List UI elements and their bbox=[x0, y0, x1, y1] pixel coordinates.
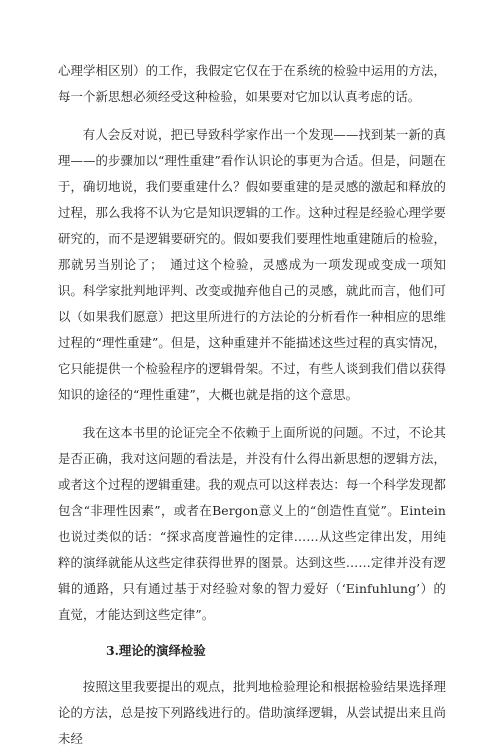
section-heading: 3.理论的演绎检验 bbox=[106, 643, 206, 658]
paragraph-3: 我在这本书里的论证完全不依赖于上面所说的问题。不过，不论其是否正确，我对这问题的看法是，并没有什么得出新思想的逻辑方法，或者这个过程的逻辑重建。我的观点可以这样表达：每一个科学发现都包含“非理性因素”，或者在Bergon意义上的“创造性直觉”。Eintein也说过类似的话：“探求高度普遍性的定律……从这些定律出发，用纯粹的演绎就能从这些定律获得世界的图景。达到这些……定律并没有逻辑的通路，只有通过基于对经验对象的智力爱好（‘Einfuhlung’）的直觉，才能达到这些定律”。 bbox=[58, 425, 446, 622]
paragraph-2: 有人会反对说，把已导致科学家作出一个发现——找到某一新的真理——的步骤加以“理性重建”看作认识论的事更为合适。但是，问题在于，确切地说，我们要重建什么？假如要重建的是灵感的激起和释放的过程，那么我将不认为它是知识逻辑的工作。这种过程是经验心理学要研究的，而不是逻辑要研究的。假如要我们要理性地重建随后的检验，那就另当别论了； 通过这个检验，灵感成为一项发现或变成一项知识。科学家批判地评判、改变或抛弃他自己的灵感，就此而言，他们可以（如果我们愿意）把这里所进行的方法论的分析看作一种相应的思维过程的“理性重建”。但是，这种重建并不能描述这些过程的真实情况，它只能提供一个检验程序的逻辑骨架。不过，有些人谈到我们借以获得知识的途径的“理性重建”，大概也就是指的这个意思。 bbox=[58, 127, 446, 402]
paragraph-1: 心理学相区别）的工作，我假定它仅在于在系统的检验中运用的方法，每一个新思想必须经受这种检验，如果要对它加以认真考虑的话。 bbox=[58, 63, 446, 104]
paragraph-4: 按照这里我要提出的观点，批判地检验理论和根据检验结果选择理论的方法，总是按下列路线进行的。借助演绎逻辑，从尝试提出来且尚未经 bbox=[58, 679, 446, 746]
